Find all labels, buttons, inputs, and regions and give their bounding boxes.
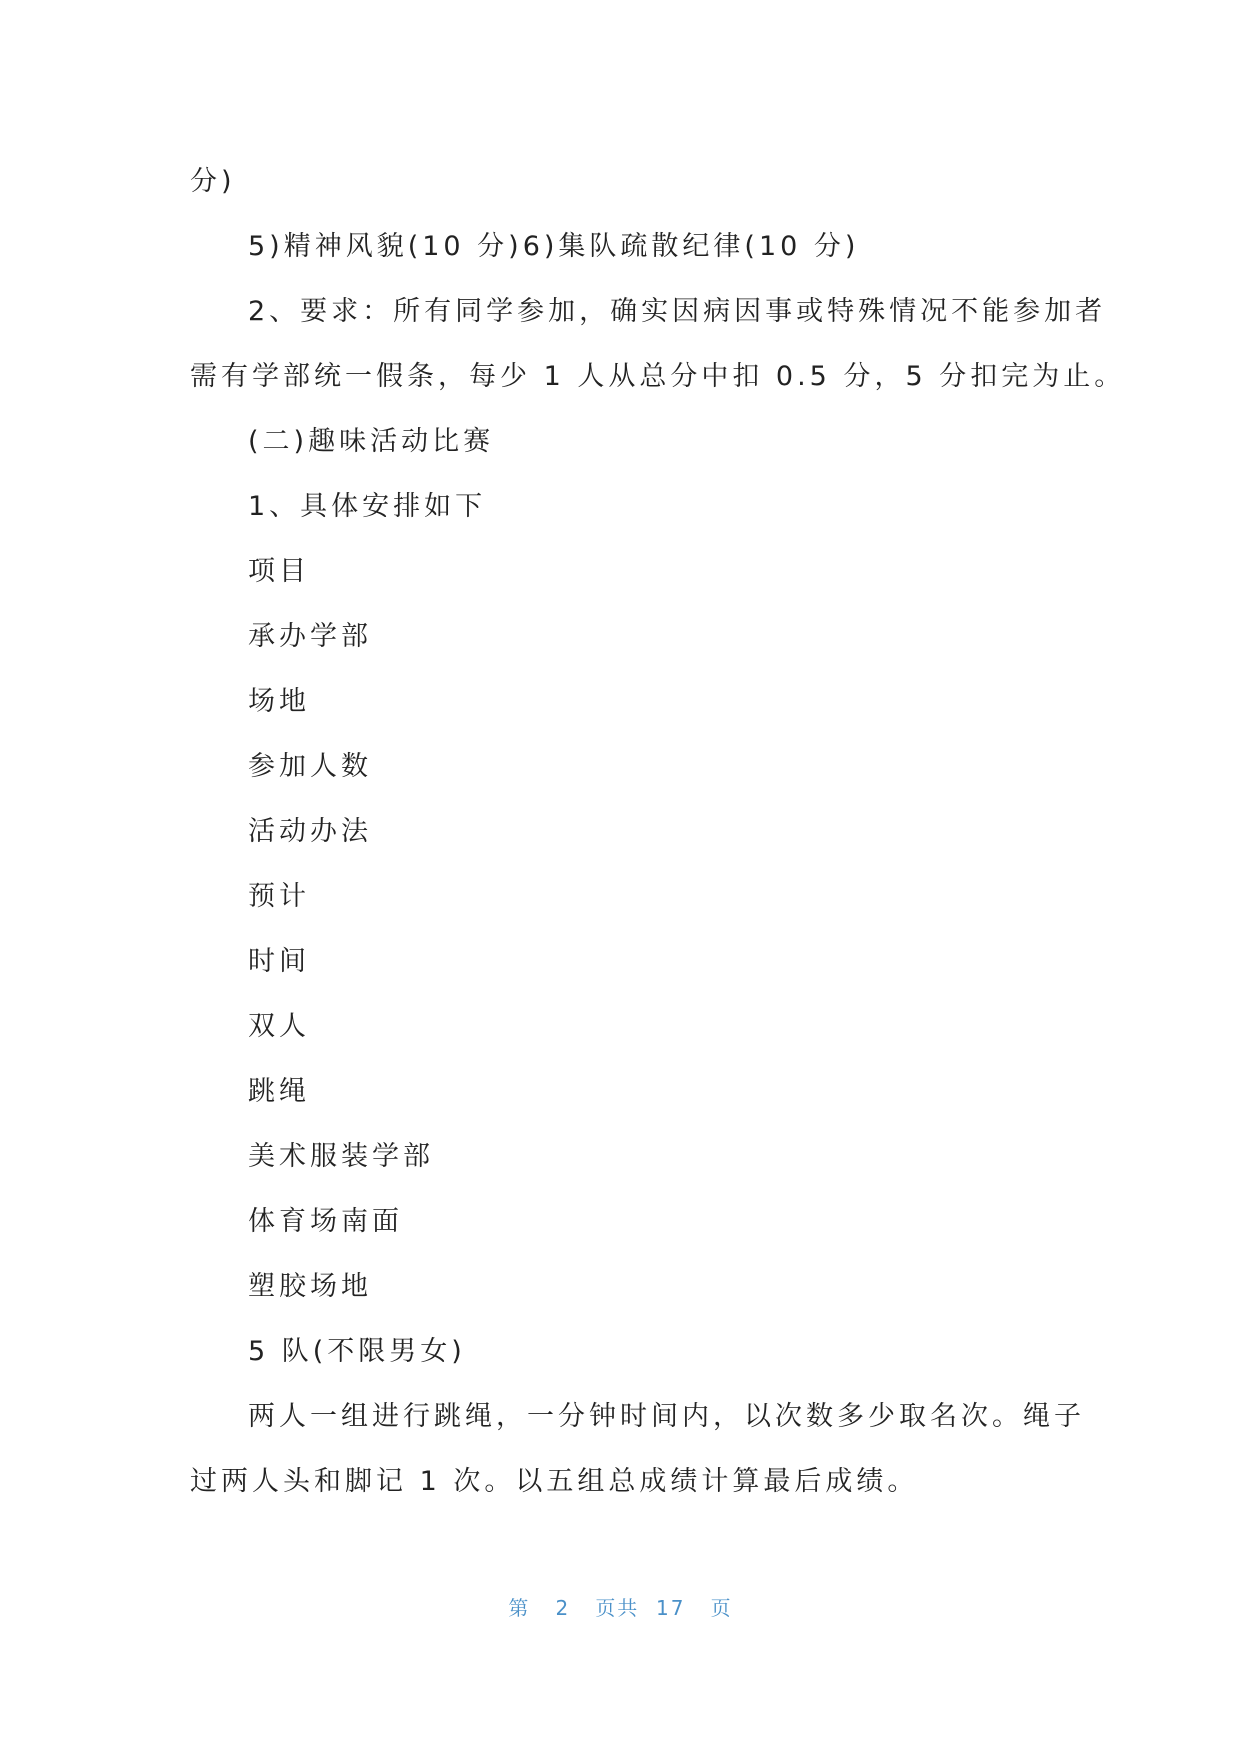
footer-middle: 页共 bbox=[595, 1596, 640, 1620]
section-heading: (二)趣味活动比赛 bbox=[248, 426, 495, 457]
table-cell: 美术服装学部 bbox=[248, 1141, 434, 1172]
text-line: 需有学部统一假条，每少 1 人从总分中扣 0.5 分，5 分扣完为止。 bbox=[190, 361, 1126, 392]
table-cell: 双人 bbox=[248, 1011, 310, 1042]
table-cell: 项目 bbox=[248, 556, 310, 587]
table-cell: 跳绳 bbox=[248, 1076, 310, 1107]
table-cell: 场地 bbox=[248, 686, 310, 717]
table-cell: 体育场南面 bbox=[248, 1206, 403, 1237]
text-line: 2、要求：所有同学参加，确实因病因事或特殊情况不能参加者 bbox=[248, 296, 1107, 327]
text-line: 分) bbox=[190, 166, 236, 197]
table-cell: 承办学部 bbox=[248, 621, 372, 652]
table-cell: 预计 bbox=[248, 881, 310, 912]
table-cell: 参加人数 bbox=[248, 751, 372, 782]
page-footer bbox=[0, 1594, 1241, 1622]
text-line: 1、具体安排如下 bbox=[248, 491, 487, 522]
footer-suffix: 页 bbox=[710, 1596, 733, 1620]
text-line: 过两人头和脚记 1 次。以五组总成绩计算最后成绩。 bbox=[190, 1466, 919, 1497]
footer-prefix: 第 bbox=[508, 1596, 531, 1620]
table-cell: 5 队(不限男女) bbox=[248, 1336, 466, 1367]
table-cell: 时间 bbox=[248, 946, 310, 977]
text-line: 5)精神风貌(10 分)6)集队疏散纪律(10 分) bbox=[248, 231, 860, 262]
table-cell: 塑胶场地 bbox=[248, 1271, 372, 1302]
footer-current-page: 2 bbox=[555, 1596, 571, 1620]
footer-total-pages: 17 bbox=[656, 1596, 686, 1620]
table-cell: 活动办法 bbox=[248, 816, 372, 847]
text-line: 两人一组进行跳绳，一分钟时间内，以次数多少取名次。绳子 bbox=[248, 1401, 1085, 1432]
